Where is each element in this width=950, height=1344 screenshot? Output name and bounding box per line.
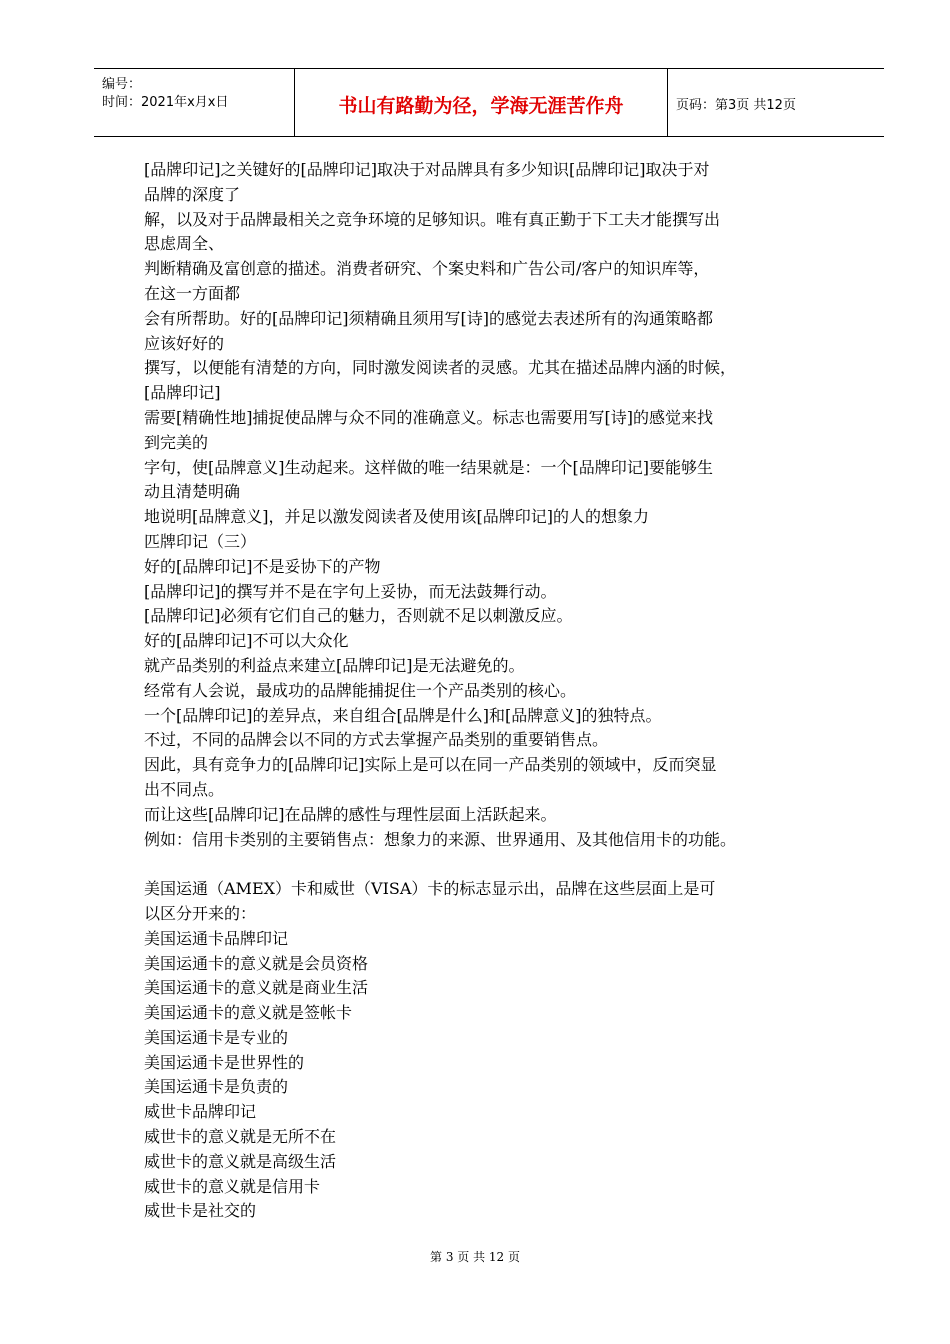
text-line: 美国运通卡是负责的 <box>144 1077 289 1097</box>
text-line: 例如：信用卡类别的主要销售点：想象力的来源、世界通用、及其他信用卡的功能。 <box>144 829 737 849</box>
text-line: 好的[品牌印记]不是妥协下的产物 <box>144 556 381 576</box>
page-footer: 第 3 页 共 12 页 <box>430 1250 520 1264</box>
text-line: 经常有人会说，最成功的品牌能捕捉住一个产品类别的核心。 <box>144 680 577 700</box>
text-line: 应该好好的 <box>144 333 225 353</box>
text-line: 判断精确及富创意的描述。消费者研究、个案史料和广告公司/客户的知识库等， <box>144 259 710 279</box>
text-line: 威世卡的意义就是信用卡 <box>144 1176 321 1196</box>
text-line: 字句，使[品牌意义]生动起来。这样做的唯一结果就是：一个[品牌印记]要能够生 <box>144 457 713 477</box>
text-line: [品牌印记]的撰写并不是在字句上妥协，而无法鼓舞行动。 <box>144 581 557 601</box>
text-line: 以区分开来的： <box>144 903 257 923</box>
text-line <box>144 852 844 877</box>
text-line: 思虑周全、 <box>144 234 225 254</box>
text-line: 威世卡的意义就是高级生活 <box>144 1151 337 1171</box>
text-line: 地说明[品牌意义]，并足以激发阅读者及使用该[品牌印记]的人的想象力 <box>144 507 649 527</box>
header-info-cell <box>94 69 295 136</box>
text-line: 会有所帮助。好的[品牌印记]须精确且须用写[诗]的感觉去表述所有的沟通策略都 <box>144 308 713 328</box>
text-line: 而让这些[品牌印记]在品牌的感性与理性层面上活跃起来。 <box>144 804 557 824</box>
text-line: 解，以及对于品牌最相关之竞争环境的足够知识。唯有真正勤于下工夫才能撰写出 <box>144 209 721 229</box>
text-line: 出不同点。 <box>144 779 225 799</box>
text-line: 就产品类别的利益点来建立[品牌印记]是无法避免的。 <box>144 655 525 675</box>
text-line: 需要[精确性地]捕捉使品牌与众不同的准确意义。标志也需要用写[诗]的感觉来找 <box>144 407 713 427</box>
motto-text: 书山有路勤为径，学海无涯苦作舟 <box>338 95 624 117</box>
text-line: [品牌印记]之关键好的[品牌印记]取决于对品牌具有多少知识[品牌印记]取决于对 <box>144 160 710 179</box>
header-page-cell <box>668 69 884 136</box>
text-line: 威世卡是社交的 <box>144 1201 257 1221</box>
text-line: [品牌印记] <box>144 383 221 403</box>
text-line: 在这一方面都 <box>144 283 241 303</box>
text-line: 美国运通卡是专业的 <box>144 1027 289 1047</box>
text-line: 品牌的深度了 <box>144 184 241 204</box>
text-line: 因此，具有竞争力的[品牌印记]实际上是可以在同一产品类别的领域中，反而突显 <box>144 755 717 775</box>
text-line: 撰写，以便能有清楚的方向，同时激发阅读者的灵感。尤其在描述品牌内涵的时候， <box>144 358 737 378</box>
text-line: 美国运通卡品牌印记 <box>144 928 289 948</box>
page-number-label: 页码：第3页 共12页 <box>676 98 796 113</box>
text-line: 美国运通（AMEX）卡和威世（VISA）卡的标志显示出，品牌在这些层面上是可 <box>144 879 716 899</box>
text-line: 美国运通卡是世界性的 <box>144 1052 305 1072</box>
text-line: 美国运通卡的意义就是签帐卡 <box>144 1003 353 1023</box>
text-line: 美国运通卡的意义就是会员资格 <box>144 953 369 973</box>
doc-number-label: 编号： <box>102 77 142 92</box>
text-line: 威世卡品牌印记 <box>144 1102 257 1122</box>
text-line: 威世卡的意义就是无所不在 <box>144 1127 337 1147</box>
text-line: 动且清楚明确 <box>144 482 241 502</box>
text-line: 匹牌印记（三） <box>144 531 257 551</box>
doc-time-label: 时间：2021年x月x日 <box>102 95 229 110</box>
text-line: 美国运通卡的意义就是商业生活 <box>144 978 369 998</box>
text-line: 不过，不同的品牌会以不同的方式去掌握产品类别的重要销售点。 <box>144 730 609 750</box>
document-body <box>144 158 844 1224</box>
text-line: 到完美的 <box>144 432 209 452</box>
text-line: 好的[品牌印记]不可以大众化 <box>144 631 349 651</box>
page-header <box>94 68 884 137</box>
header-motto-cell <box>295 69 668 136</box>
text-line: [品牌印记]必须有它们自己的魅力，否则就不足以刺激反应。 <box>144 606 573 626</box>
text-line: 一个[品牌印记]的差异点，来自组合[品牌是什么]和[品牌意义]的独特点。 <box>144 705 662 725</box>
